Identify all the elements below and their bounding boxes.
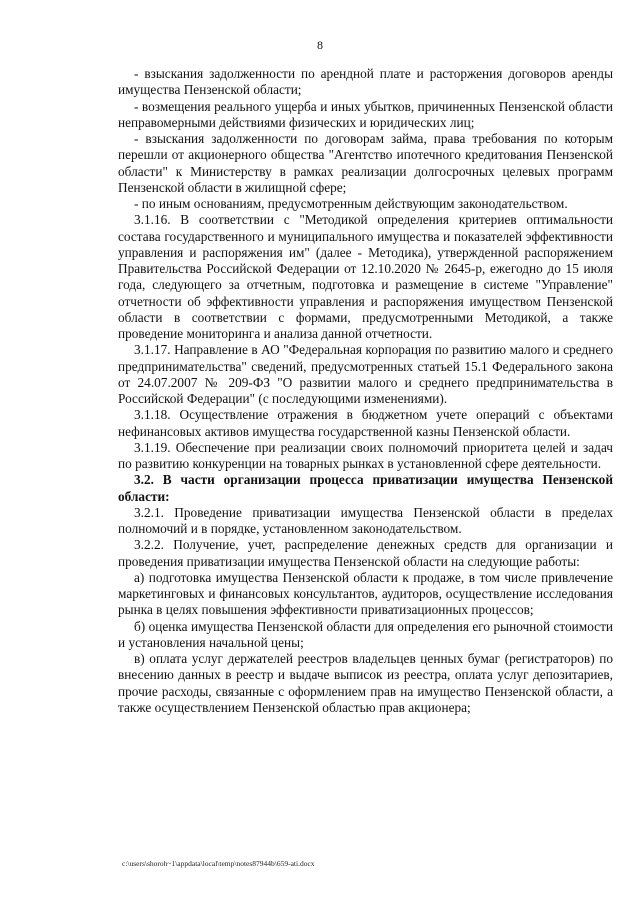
- paragraph: 3.1.17. Направление в АО "Федеральная корпорация по развитию малого и среднего предпринимательства" сведений, предусмотренных статьей 15.1 Федерального закона от 24.07.2007 № 209-ФЗ "О развитии малого и среднего предпринимательства в Российской Федерации" (с последующими изменениями).: [118, 342, 613, 406]
- paragraph: 3.1.18. Осуществление отражения в бюджетном учете операций с объектами нефинансовых активов имущества государственной казны Пензенской области.: [118, 407, 613, 439]
- paragraph: - взыскания задолженности по арендной плате и расторжения договоров аренды имущества Пензенской области;: [118, 66, 613, 98]
- document-body: [118, 66, 613, 716]
- paragraph: б) оценка имущества Пензенской области для определения его рыночной стоимости и установления начальной цены;: [118, 618, 613, 650]
- paragraph: 3.1.16. В соответствии с "Методикой определения критериев оптимальности состава государственного и муниципального имущества и показателей эффективности управления и распоряжения им" (далее - Методика), утвержденной распоряжением Правительства Российской Федерации от 12.10.2020 № 2645-р, ежегодно до 15 июля года, следующего за отчетным, подготовка и размещение в системе "Управление" отчетности об эффективности управления и распоряжения имуществом Пензенской области в соответствии с формами, предусмотренными Методикой, а также проведение мониторинга и анализа данной отчетности.: [118, 212, 613, 341]
- paragraph: 3.1.19. Обеспечение при реализации своих полномочий приоритета целей и задач по развитию конкуренции на товарных рынках в установленной сфере деятельности.: [118, 439, 613, 471]
- paragraph: - взыскания задолженности по договорам займа, права требования по которым перешли от акционерного общества "Агентство ипотечного кредитования Пензенской области" к Министерству в рамках реализации долгосрочных целевых программ Пензенской области в жилищной сфере;: [118, 131, 613, 195]
- paragraph: а) подготовка имущества Пензенской области к продаже, в том числе привлечение маркетинговых и финансовых консультантов, аудиторов, осуществление исследования рынка в целях повышения эффективности приватизационных процессов;: [118, 569, 613, 618]
- paragraph: - по иным основаниям, предусмотренным действующим законодательством.: [134, 196, 568, 211]
- page-number: 8: [317, 38, 323, 52]
- paragraph: 3.2.1. Проведение приватизации имущества Пензенской области в пределах полномочий и в порядке, установленном законодательством.: [118, 504, 613, 536]
- section-heading: 3.2. В части организации процесса приватизации имущества Пензенской области:: [118, 472, 613, 504]
- paragraph: 3.2.2. Получение, учет, распределение денежных средств для организации и проведения приватизации имущества Пензенской области на следующие работы:: [118, 537, 613, 569]
- paragraph: - возмещения реального ущерба и иных убытков, причиненных Пензенской области неправомерными действиями физических и юридических лиц;: [118, 98, 613, 130]
- footer-file-path: c:\users\shoroh~1\appdata\local\temp\notes87944b\659-ati.docx: [122, 859, 315, 868]
- paragraph: в) оплата услуг держателей реестров владельцев ценных бумаг (регистраторов) по внесению данных в реестр и выдаче выписок из реестра, оплата услуг депозитариев, прочие расходы, связанные с оформлением прав на имущество Пензенской области, а также осуществлением Пензенской областью прав акционера;: [118, 651, 613, 715]
